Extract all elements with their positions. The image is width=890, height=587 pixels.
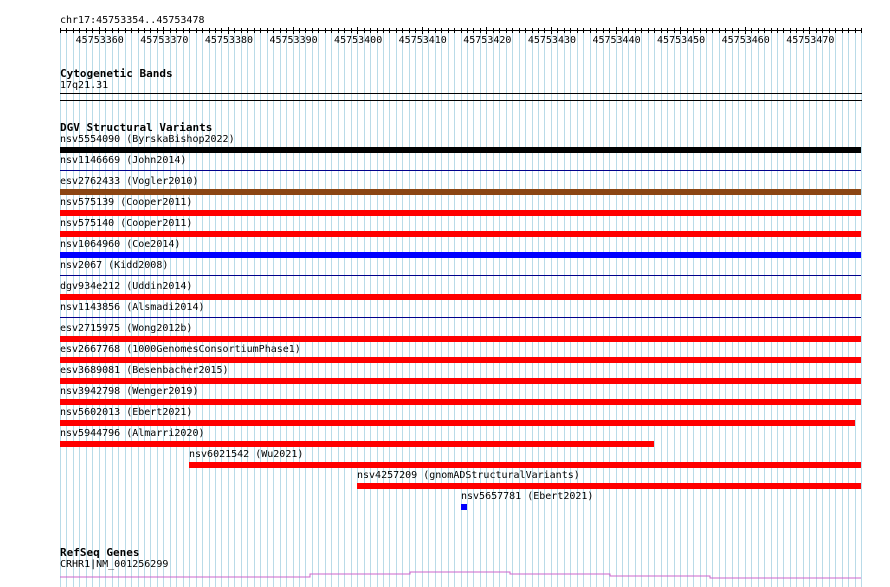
variant-label[interactable]: nsv5944796 (Almarri2020)	[60, 428, 205, 439]
variant-bar[interactable]	[60, 317, 861, 318]
variant-label[interactable]: nsv5554090 (ByrskaBishop2022)	[60, 134, 235, 145]
variant-label[interactable]: nsv575139 (Cooper2011)	[60, 197, 193, 208]
cytoband-line	[60, 93, 862, 94]
variant-bar[interactable]	[60, 170, 861, 171]
ruler-tick-label: 45753430	[527, 35, 577, 46]
variant-label[interactable]: nsv575140 (Cooper2011)	[60, 218, 193, 229]
ruler-tick-label: 45753360	[75, 35, 124, 46]
variant-label[interactable]: nsv6021542 (Wu2021)	[189, 449, 304, 460]
ruler-tick-label: 45753450	[657, 35, 706, 46]
variant-bar[interactable]	[60, 399, 861, 405]
ruler-tick-label: 45753460	[721, 35, 770, 46]
variant-bar[interactable]	[60, 252, 861, 258]
variant-bar[interactable]	[60, 441, 654, 447]
variant-label[interactable]: nsv4257209 (gnomADStructuralVariants)	[357, 470, 580, 481]
refseq-gene-label[interactable]: CRHR1|NM_001256299	[60, 559, 169, 570]
cytoband-label[interactable]: 17q21.31	[60, 80, 109, 91]
ruler-tick-label: 45753440	[592, 35, 641, 46]
variant-label[interactable]: esv2667768 (1000GenomesConsortiumPhase1)	[60, 344, 301, 355]
ruler-tick-label: 45753370	[140, 35, 189, 46]
variant-bar[interactable]	[60, 189, 861, 195]
variant-bar[interactable]	[60, 357, 861, 363]
variant-bar[interactable]	[60, 378, 861, 384]
variant-bar[interactable]	[60, 231, 861, 237]
track-separator	[60, 100, 862, 101]
variant-label[interactable]: esv2715975 (Wong2012b)	[60, 323, 193, 334]
variant-label[interactable]: esv3689081 (Besenbacher2015)	[60, 365, 229, 376]
dgv-track-title[interactable]: DGV Structural Variants	[60, 121, 213, 134]
variant-label[interactable]: dgv934e212 (Uddin2014)	[60, 281, 193, 292]
cytoband-track-title[interactable]: Cytogenetic Bands	[60, 67, 173, 80]
ruler-tick-label: 45753400	[334, 35, 383, 46]
locus-label: chr17:45753354..45753478	[60, 15, 205, 26]
variant-bar[interactable]	[461, 504, 467, 510]
refseq-track-title[interactable]: RefSeq Genes	[60, 546, 140, 559]
variant-label[interactable]: nsv5657781 (Ebert2021)	[461, 491, 594, 502]
variant-bar[interactable]	[357, 483, 861, 489]
variant-label[interactable]: nsv2067 (Kidd2008)	[60, 260, 169, 271]
ruler-tick-label: 45753420	[463, 35, 512, 46]
variant-bar[interactable]	[60, 210, 861, 216]
variant-bar[interactable]	[60, 147, 861, 153]
ruler-tick-label: 45753470	[786, 35, 835, 46]
variant-label[interactable]: esv2762433 (Vogler2010)	[60, 176, 199, 187]
ruler-tick-label: 45753410	[398, 35, 447, 46]
ruler-tick-label: 45753390	[269, 35, 318, 46]
variant-bar[interactable]	[60, 420, 855, 426]
ruler-tick-label: 45753380	[204, 35, 254, 46]
variant-label[interactable]: nsv3942798 (Wenger2019)	[60, 386, 199, 397]
variant-label[interactable]: nsv1146669 (John2014)	[60, 155, 187, 166]
variant-label[interactable]: nsv5602013 (Ebert2021)	[60, 407, 193, 418]
variant-bar[interactable]	[60, 336, 861, 342]
variant-label[interactable]: nsv1064960 (Coe2014)	[60, 239, 181, 250]
variant-label[interactable]: nsv1143856 (Alsmadi2014)	[60, 302, 205, 313]
variant-bar[interactable]	[60, 294, 861, 300]
variant-bar[interactable]	[60, 275, 861, 276]
variant-bar[interactable]	[189, 462, 861, 468]
